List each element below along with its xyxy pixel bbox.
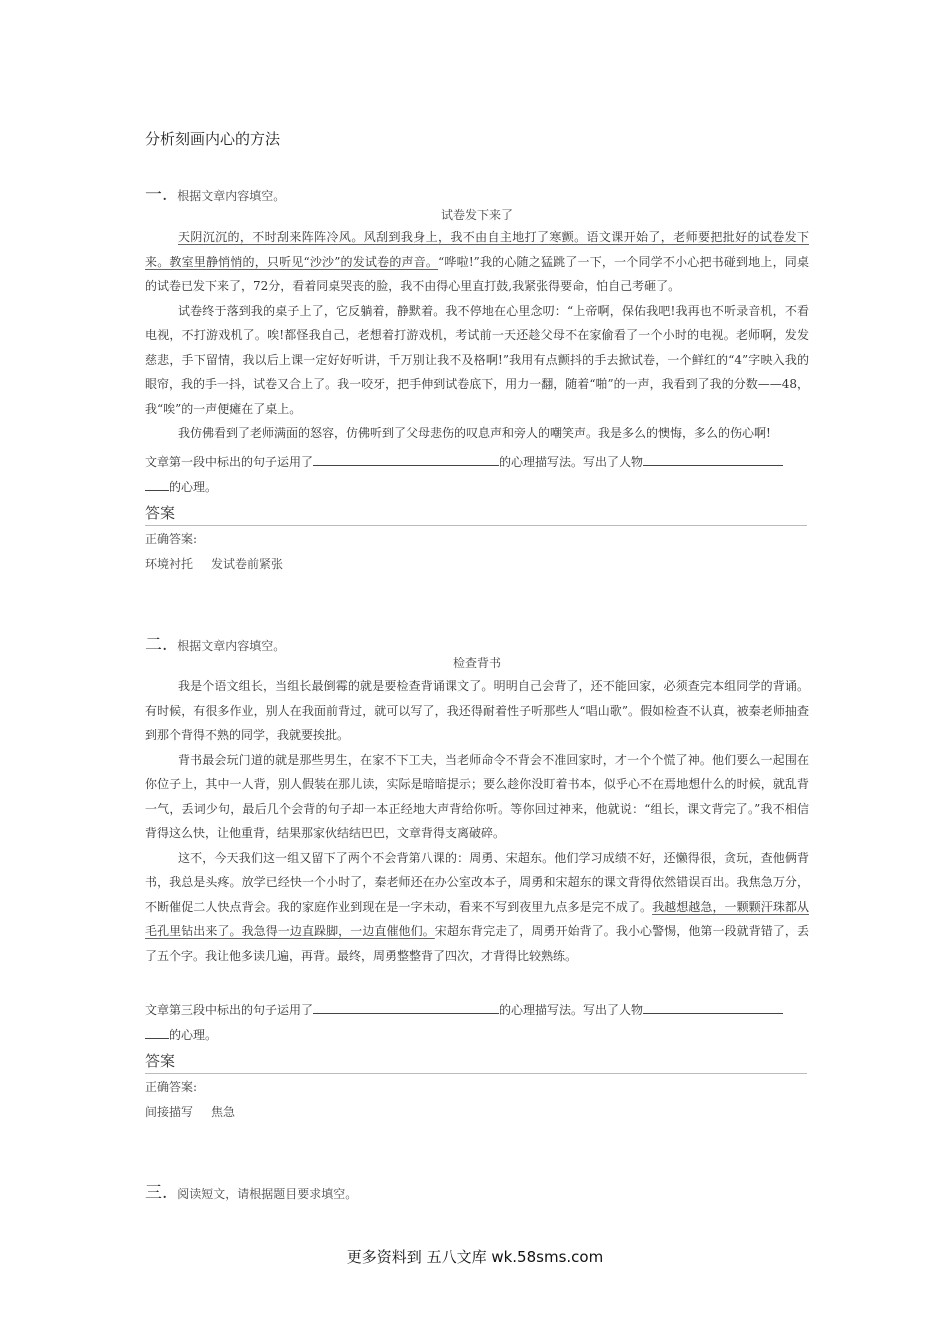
- passage-1-underlined-sentence: 天阴沉沉的，不时刮来阵阵冷风。风刮到我身上，我不由自主地打了寒颤。语文课开始了，老师要把批好的试卷发下来。教室里静悄悄的，只听见“沙沙”的发试卷的声音。: [145, 230, 809, 269]
- passage-2-paragraph-2: 背书最会玩门道的就是那些男生，在家不下工夫，当老师命令不背会不准回家时，才一个个慌了神。他们要么一起围在你位子上，其中一人背，别人假装在那儿读，实际是暗暗提示；要么趁你没盯着书本，似乎心不在焉地想什么的时候，就乱背一气，丢词少句，最后几个会背的句子却一本正经地大声背给你听。等你回过神来，他就说：“组长，课文背完了。”我不相信背得这么快，让他重背，结果那家伙结结巴巴，文章背得支离破碎。: [145, 752, 809, 840]
- passage-2-paragraph-3-pre: 这不，今天我们这一组又留下了两个不会背第八课的：周勇、宋超东。他们学习成绩不好，还懒得很，贪玩，查他俩背书，我总是头疼。放学已经快一个小时了，秦老师还在办公室改本子，周勇和宋超东的课文背得依然错误百出。我焦急万分，不断催促二人快点背会。我的家庭作业到现在是一字未动，看来不写到夜里九点多是完不成了。: [145, 850, 809, 914]
- question-2-instruction: 根据文章内容填空。: [177, 639, 286, 653]
- question-2-prompt-part-2: 的心理描写法。写出了人物: [499, 1003, 644, 1017]
- passage-2-paragraph-1: 我是个语文组长，当组长最倒霉的就是要检查背诵课文了。明明自己会背了，还不能回家，必须查完本组同学的背诵。有时候，有很多作业，别人在我面前背过，就可以写了，我还得耐着性子听那些人“唱山歌”。假如检查不认真，被秦老师抽查到那个背得不熟的同学，我就要挨批。: [145, 679, 809, 742]
- question-2-prompt-part-1: 文章第三段中标出的句子运用了: [145, 1003, 314, 1017]
- question-2-number: 二.: [145, 635, 168, 655]
- question-1-prompt-part-3: 的心理。: [169, 479, 218, 494]
- question-2-answer-2: 焦急: [211, 1105, 236, 1119]
- question-1-prompt-part-1: 文章第一段中标出的句子运用了: [145, 455, 314, 469]
- passage-1-paragraph-3: 我仿佛看到了老师满面的怒容，仿佛听到了父母悲伤的叹息声和旁人的嘲笑声。我是多么的懊悔，多么的伤心啊!: [178, 426, 771, 440]
- question-1-answer-2: 发试卷前紧张: [211, 557, 284, 571]
- question-2-blank-2-continued[interactable]: [145, 1024, 169, 1039]
- passage-2-paragraph-3-post: 宋超东背完走了，周勇开始背了。我小心警惕，他第一段就背错了，丢了五个字。我让他多读几遍，再背。最终，周勇整整背了四次，才背得比较熟练。: [145, 924, 809, 963]
- question-1-blank-1[interactable]: [313, 451, 499, 466]
- passage-1-paragraph-2: 试卷终于落到我的桌子上了，它反躺着，静默着。我不停地在心里念叨：“上帝啊，保佑我吧!我再也不听录音机，不看电视，不打游戏机了。唉!都怪我自己，老想着打游戏机，考试前一天还趁父母不在家偷看了一个小时的电视。老师啊，发发慈悲，手下留情，我以后上课一定好好听讲，千万别让我不及格啊!”我用有点颤抖的手去掀试卷，一个鲜红的“4”字映入我的眼帘，我的手一抖，试卷又合上了。我一咬牙，把手伸到试卷底下，用力一翻，随着“啪”的一声，我看到了我的分数——48，我“唉”的一声便瘫在了桌上。: [145, 303, 809, 416]
- question-2-correct-label: 正确答案:: [145, 1080, 198, 1094]
- question-2-blank-1[interactable]: [313, 999, 499, 1014]
- question-2-blank-2[interactable]: [643, 999, 783, 1014]
- passage-2-underlined-sentence: 我越想越急，一颗颗汗珠都从毛孔里钻出来了。我急得一边直跺脚，一边直催他们。: [145, 899, 809, 938]
- question-1-answers: [145, 555, 301, 572]
- question-2-answers: [145, 1103, 253, 1120]
- passage-2-paragraph-3: [145, 846, 809, 969]
- question-2-answer-label: 答案: [145, 1050, 807, 1074]
- question-3-header: [145, 1178, 357, 1203]
- question-3-instruction: 阅读短文，请根据题目要求填空。: [177, 1187, 358, 1201]
- question-2-header: [145, 630, 285, 655]
- question-1-answer-label: 答案: [145, 502, 807, 526]
- question-1-answer-1: 环境衬托: [145, 557, 194, 571]
- passage-1-paragraph-1-rest: “哗啦!”我的心随之猛跳了一下，一个同学不小心把书碰到地上，同桌的试卷已发下来了，72分，看着同桌哭丧的脸，我不由得心里直打鼓,我紧张得要命，怕自己考砸了。: [145, 254, 809, 293]
- passage-1-paragraph-1: [145, 225, 809, 299]
- passage-1-body: [145, 225, 809, 446]
- question-3-number: 三.: [145, 1183, 168, 1203]
- passage-2-body: [145, 674, 809, 968]
- question-1-number: 一.: [145, 185, 168, 205]
- question-1-prompt: [145, 450, 809, 499]
- question-1-blank-2-continued[interactable]: [145, 476, 169, 491]
- question-1-blank-2[interactable]: [643, 451, 783, 466]
- question-1-correct-label: 正确答案:: [145, 532, 198, 546]
- question-2-answer-1: 间接描写: [145, 1105, 194, 1119]
- question-2-prompt-part-3: 的心理。: [169, 1027, 218, 1042]
- question-1-instruction: 根据文章内容填空。: [177, 189, 286, 203]
- passage-1-title: 试卷发下来了: [440, 208, 513, 222]
- question-1-header: [145, 180, 285, 205]
- footer-watermark: 更多资料到 五八文库 wk.58sms.com: [346, 1248, 604, 1266]
- document-title: 分析刻画内心的方法: [145, 130, 281, 148]
- question-2-prompt: [145, 998, 809, 1047]
- question-1-prompt-part-2: 的心理描写法。写出了人物: [499, 455, 644, 469]
- passage-2-title: 检查背书: [452, 656, 501, 670]
